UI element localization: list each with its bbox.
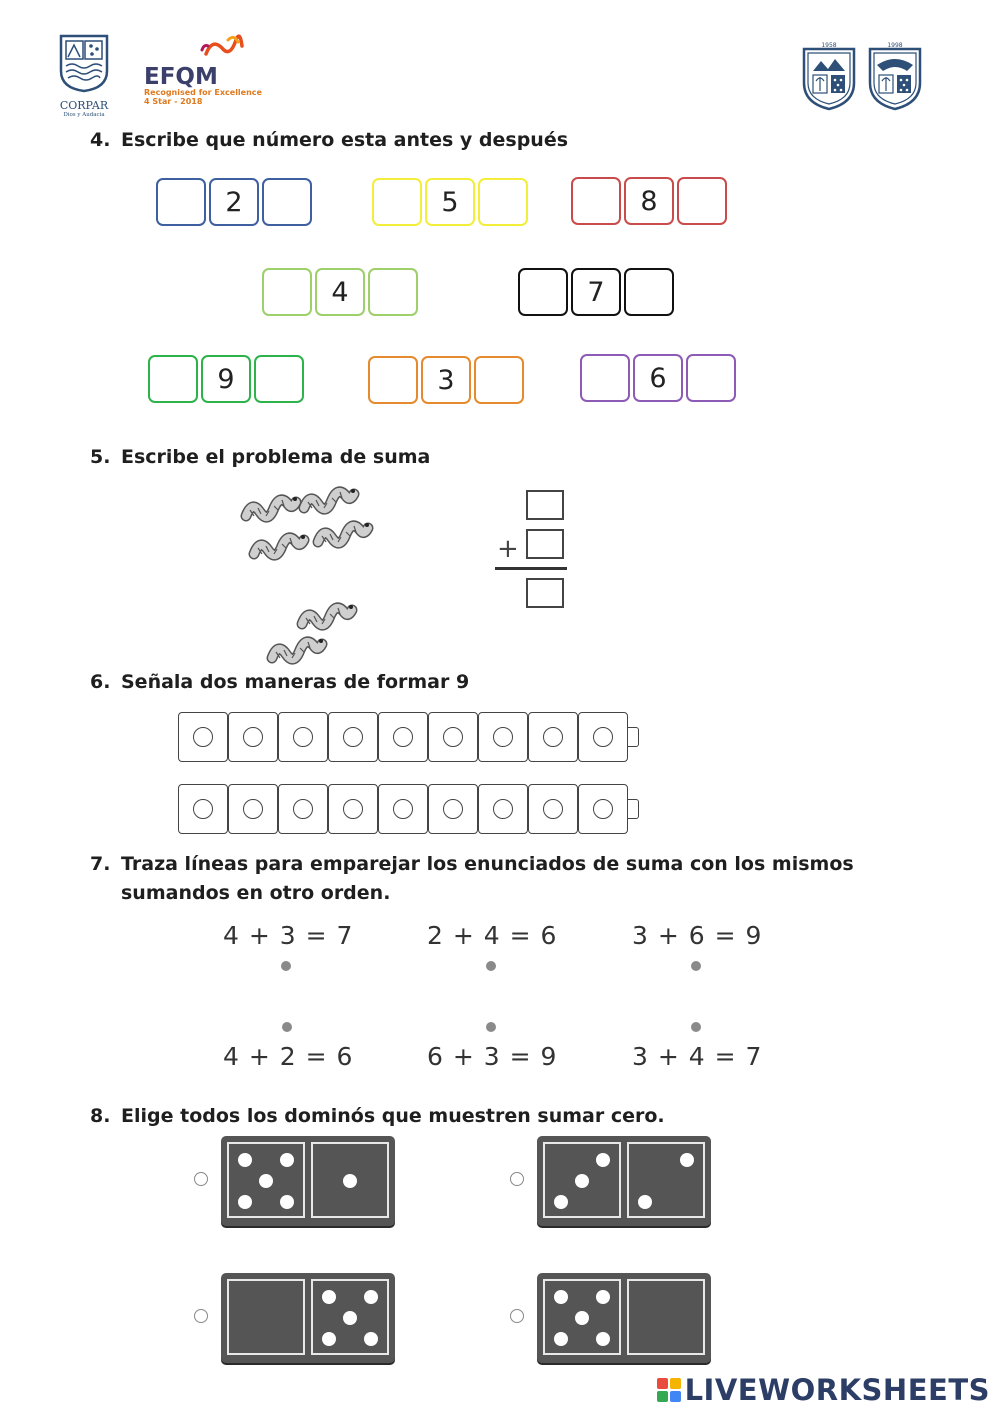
pip bbox=[364, 1332, 378, 1346]
match-dot[interactable] bbox=[281, 961, 291, 971]
after-box[interactable] bbox=[677, 177, 727, 225]
cube-circle bbox=[343, 799, 363, 819]
sum-box[interactable] bbox=[526, 578, 564, 608]
given-number: 4 bbox=[315, 268, 365, 316]
before-box[interactable] bbox=[262, 268, 312, 316]
pip bbox=[259, 1174, 273, 1188]
given-number: 7 bbox=[571, 268, 621, 316]
crest-1-year: 1958 bbox=[821, 42, 837, 49]
bottom-equation: 4 + 2 = 6 bbox=[223, 1042, 354, 1071]
cube[interactable] bbox=[328, 784, 378, 834]
efqm-name: EFQM bbox=[144, 64, 218, 90]
school-crest-1 bbox=[801, 41, 857, 115]
corpar-logo bbox=[58, 33, 114, 118]
pip bbox=[364, 1290, 378, 1304]
liveworksheets-text: LIVEWORKSHEETS bbox=[684, 1373, 990, 1407]
cube[interactable] bbox=[578, 784, 628, 834]
q4-heading bbox=[90, 129, 568, 151]
given-number: 5 bbox=[425, 178, 475, 226]
cube[interactable] bbox=[578, 712, 628, 762]
pip bbox=[322, 1332, 336, 1346]
pip bbox=[343, 1311, 357, 1325]
cube[interactable] bbox=[478, 712, 528, 762]
q5-number: 5. bbox=[90, 446, 111, 468]
match-dot[interactable] bbox=[486, 961, 496, 971]
cube-circle bbox=[393, 727, 413, 747]
pip bbox=[322, 1290, 336, 1304]
corpar-logo-sub: Dios y Audacia bbox=[63, 112, 105, 118]
efqm-line1: Recognised for Excellence bbox=[144, 88, 262, 97]
sum-line bbox=[495, 567, 567, 570]
crest-icon bbox=[867, 41, 923, 111]
liveworksheets-logo-icon bbox=[656, 1377, 682, 1403]
cube-circle bbox=[293, 727, 313, 747]
cube[interactable] bbox=[378, 712, 428, 762]
cube[interactable] bbox=[378, 784, 428, 834]
cube-circle bbox=[593, 727, 613, 747]
domino-half-left bbox=[543, 1279, 621, 1355]
efqm-line2: 4 Star - 2018 bbox=[144, 97, 203, 106]
bottom-equation: 3 + 4 = 7 bbox=[632, 1042, 763, 1071]
number-group bbox=[518, 268, 674, 316]
number-group bbox=[372, 178, 528, 226]
pip bbox=[280, 1195, 294, 1209]
school-crest-2 bbox=[867, 41, 923, 115]
cube[interactable] bbox=[428, 712, 478, 762]
domino bbox=[221, 1273, 395, 1363]
cube[interactable] bbox=[328, 712, 378, 762]
cube[interactable] bbox=[228, 784, 278, 834]
given-number: 6 bbox=[633, 354, 683, 402]
cube-circle bbox=[393, 799, 413, 819]
cube[interactable] bbox=[178, 784, 228, 834]
match-dot[interactable] bbox=[486, 1022, 496, 1032]
worm-icon bbox=[254, 535, 305, 555]
pip bbox=[680, 1153, 694, 1167]
cube[interactable] bbox=[228, 712, 278, 762]
before-box[interactable] bbox=[372, 178, 422, 226]
worm-icon bbox=[246, 497, 297, 517]
cube[interactable] bbox=[178, 712, 228, 762]
cube-circle bbox=[543, 727, 563, 747]
number-group bbox=[368, 356, 524, 404]
number-group bbox=[571, 177, 727, 225]
pip bbox=[554, 1332, 568, 1346]
pip bbox=[238, 1195, 252, 1209]
efqm-logo bbox=[144, 32, 264, 106]
q8-number: 8. bbox=[90, 1105, 111, 1127]
q4-title: Escribe que número esta antes y después bbox=[121, 129, 569, 151]
domino bbox=[537, 1273, 711, 1363]
q7-number: 7. bbox=[90, 853, 111, 875]
pip bbox=[575, 1174, 589, 1188]
pip bbox=[554, 1195, 568, 1209]
pip bbox=[638, 1195, 652, 1209]
cube-circle bbox=[293, 799, 313, 819]
domino-half-right bbox=[627, 1142, 705, 1218]
given-number: 2 bbox=[209, 178, 259, 226]
after-box[interactable] bbox=[368, 268, 418, 316]
domino-half-right bbox=[311, 1279, 389, 1355]
worm-icon bbox=[272, 639, 323, 659]
cube-circle bbox=[243, 799, 263, 819]
pip bbox=[575, 1311, 589, 1325]
before-box[interactable] bbox=[148, 355, 198, 403]
after-box[interactable] bbox=[686, 354, 736, 402]
cube-connector bbox=[628, 727, 639, 747]
number-group bbox=[148, 355, 304, 403]
before-box[interactable] bbox=[518, 268, 568, 316]
q4-number: 4. bbox=[90, 129, 111, 151]
domino-radio[interactable] bbox=[510, 1172, 524, 1186]
pip bbox=[343, 1174, 357, 1188]
before-box[interactable] bbox=[156, 178, 206, 226]
after-box[interactable] bbox=[624, 268, 674, 316]
addend-2-box[interactable] bbox=[526, 529, 564, 559]
after-box[interactable] bbox=[262, 178, 312, 226]
before-box[interactable] bbox=[368, 356, 418, 404]
after-box[interactable] bbox=[478, 178, 528, 226]
after-box[interactable] bbox=[474, 356, 524, 404]
cube-circle bbox=[343, 727, 363, 747]
q5-heading bbox=[90, 446, 430, 468]
cube-circle bbox=[593, 799, 613, 819]
q6-title: Señala dos maneras de formar 9 bbox=[121, 671, 470, 693]
q8-title: Elige todos los dominós que muestren sumar cero. bbox=[121, 1105, 665, 1127]
pip bbox=[596, 1290, 610, 1304]
domino-half-right bbox=[627, 1279, 705, 1355]
top-equation: 4 + 3 = 7 bbox=[223, 921, 354, 950]
number-group bbox=[580, 354, 736, 402]
pip bbox=[596, 1153, 610, 1167]
worms-illustration bbox=[238, 476, 378, 676]
worm-icon bbox=[302, 605, 353, 625]
given-number: 3 bbox=[421, 356, 471, 404]
domino-radio[interactable] bbox=[194, 1172, 208, 1186]
cube-circle bbox=[493, 799, 513, 819]
cube-circle bbox=[193, 727, 213, 747]
crest-icon bbox=[801, 41, 857, 111]
cube-circle bbox=[543, 799, 563, 819]
cube[interactable] bbox=[428, 784, 478, 834]
before-box[interactable] bbox=[580, 354, 630, 402]
given-number: 9 bbox=[201, 355, 251, 403]
q6-heading bbox=[90, 671, 469, 693]
corpar-shield-icon bbox=[58, 33, 110, 93]
domino bbox=[221, 1136, 395, 1226]
cube-circle bbox=[443, 799, 463, 819]
number-group bbox=[156, 178, 312, 226]
domino-half-left bbox=[227, 1279, 305, 1355]
pip bbox=[238, 1153, 252, 1167]
q6-number: 6. bbox=[90, 671, 111, 693]
pip bbox=[280, 1153, 294, 1167]
cube-connector bbox=[628, 799, 639, 819]
q5-title: Escribe el problema de suma bbox=[121, 446, 431, 468]
addend-1-box[interactable] bbox=[526, 490, 564, 520]
efqm-swirl-icon bbox=[198, 32, 248, 64]
cube-circle bbox=[243, 727, 263, 747]
after-box[interactable] bbox=[254, 355, 304, 403]
domino bbox=[537, 1136, 711, 1226]
worm-icon bbox=[318, 523, 369, 543]
before-box[interactable] bbox=[571, 177, 621, 225]
match-dot[interactable] bbox=[691, 1022, 701, 1032]
cube-train bbox=[178, 784, 628, 834]
domino-radio[interactable] bbox=[194, 1309, 208, 1323]
domino-half-right bbox=[311, 1142, 389, 1218]
bottom-equation: 6 + 3 = 9 bbox=[427, 1042, 558, 1071]
given-number: 8 bbox=[624, 177, 674, 225]
q7-heading bbox=[90, 850, 930, 908]
cube-circle bbox=[193, 799, 213, 819]
top-equation: 3 + 6 = 9 bbox=[632, 921, 763, 950]
domino-half-left bbox=[227, 1142, 305, 1218]
cube-train bbox=[178, 712, 628, 762]
cube[interactable] bbox=[528, 712, 578, 762]
crest-2-year: 1998 bbox=[887, 42, 903, 49]
q8-heading bbox=[90, 1105, 665, 1127]
corpar-logo-name: CORPAR bbox=[59, 99, 109, 112]
cube[interactable] bbox=[278, 784, 328, 834]
match-dot[interactable] bbox=[691, 961, 701, 971]
cube[interactable] bbox=[478, 784, 528, 834]
top-equation: 2 + 4 = 6 bbox=[427, 921, 558, 950]
cube[interactable] bbox=[278, 712, 328, 762]
pip bbox=[596, 1332, 610, 1346]
worm-icon bbox=[304, 489, 355, 509]
q7-title: Traza líneas para emparejar los enunciados de suma con los mismos sumandos en otro orden. bbox=[121, 853, 854, 904]
match-dot[interactable] bbox=[282, 1022, 292, 1032]
domino-radio[interactable] bbox=[510, 1309, 524, 1323]
cube-circle bbox=[443, 727, 463, 747]
liveworksheets-brand[interactable] bbox=[656, 1373, 990, 1407]
cube[interactable] bbox=[528, 784, 578, 834]
pip bbox=[554, 1290, 568, 1304]
number-group bbox=[262, 268, 418, 316]
cube-circle bbox=[493, 727, 513, 747]
domino-half-left bbox=[543, 1142, 621, 1218]
plus-sign: + bbox=[497, 534, 519, 564]
